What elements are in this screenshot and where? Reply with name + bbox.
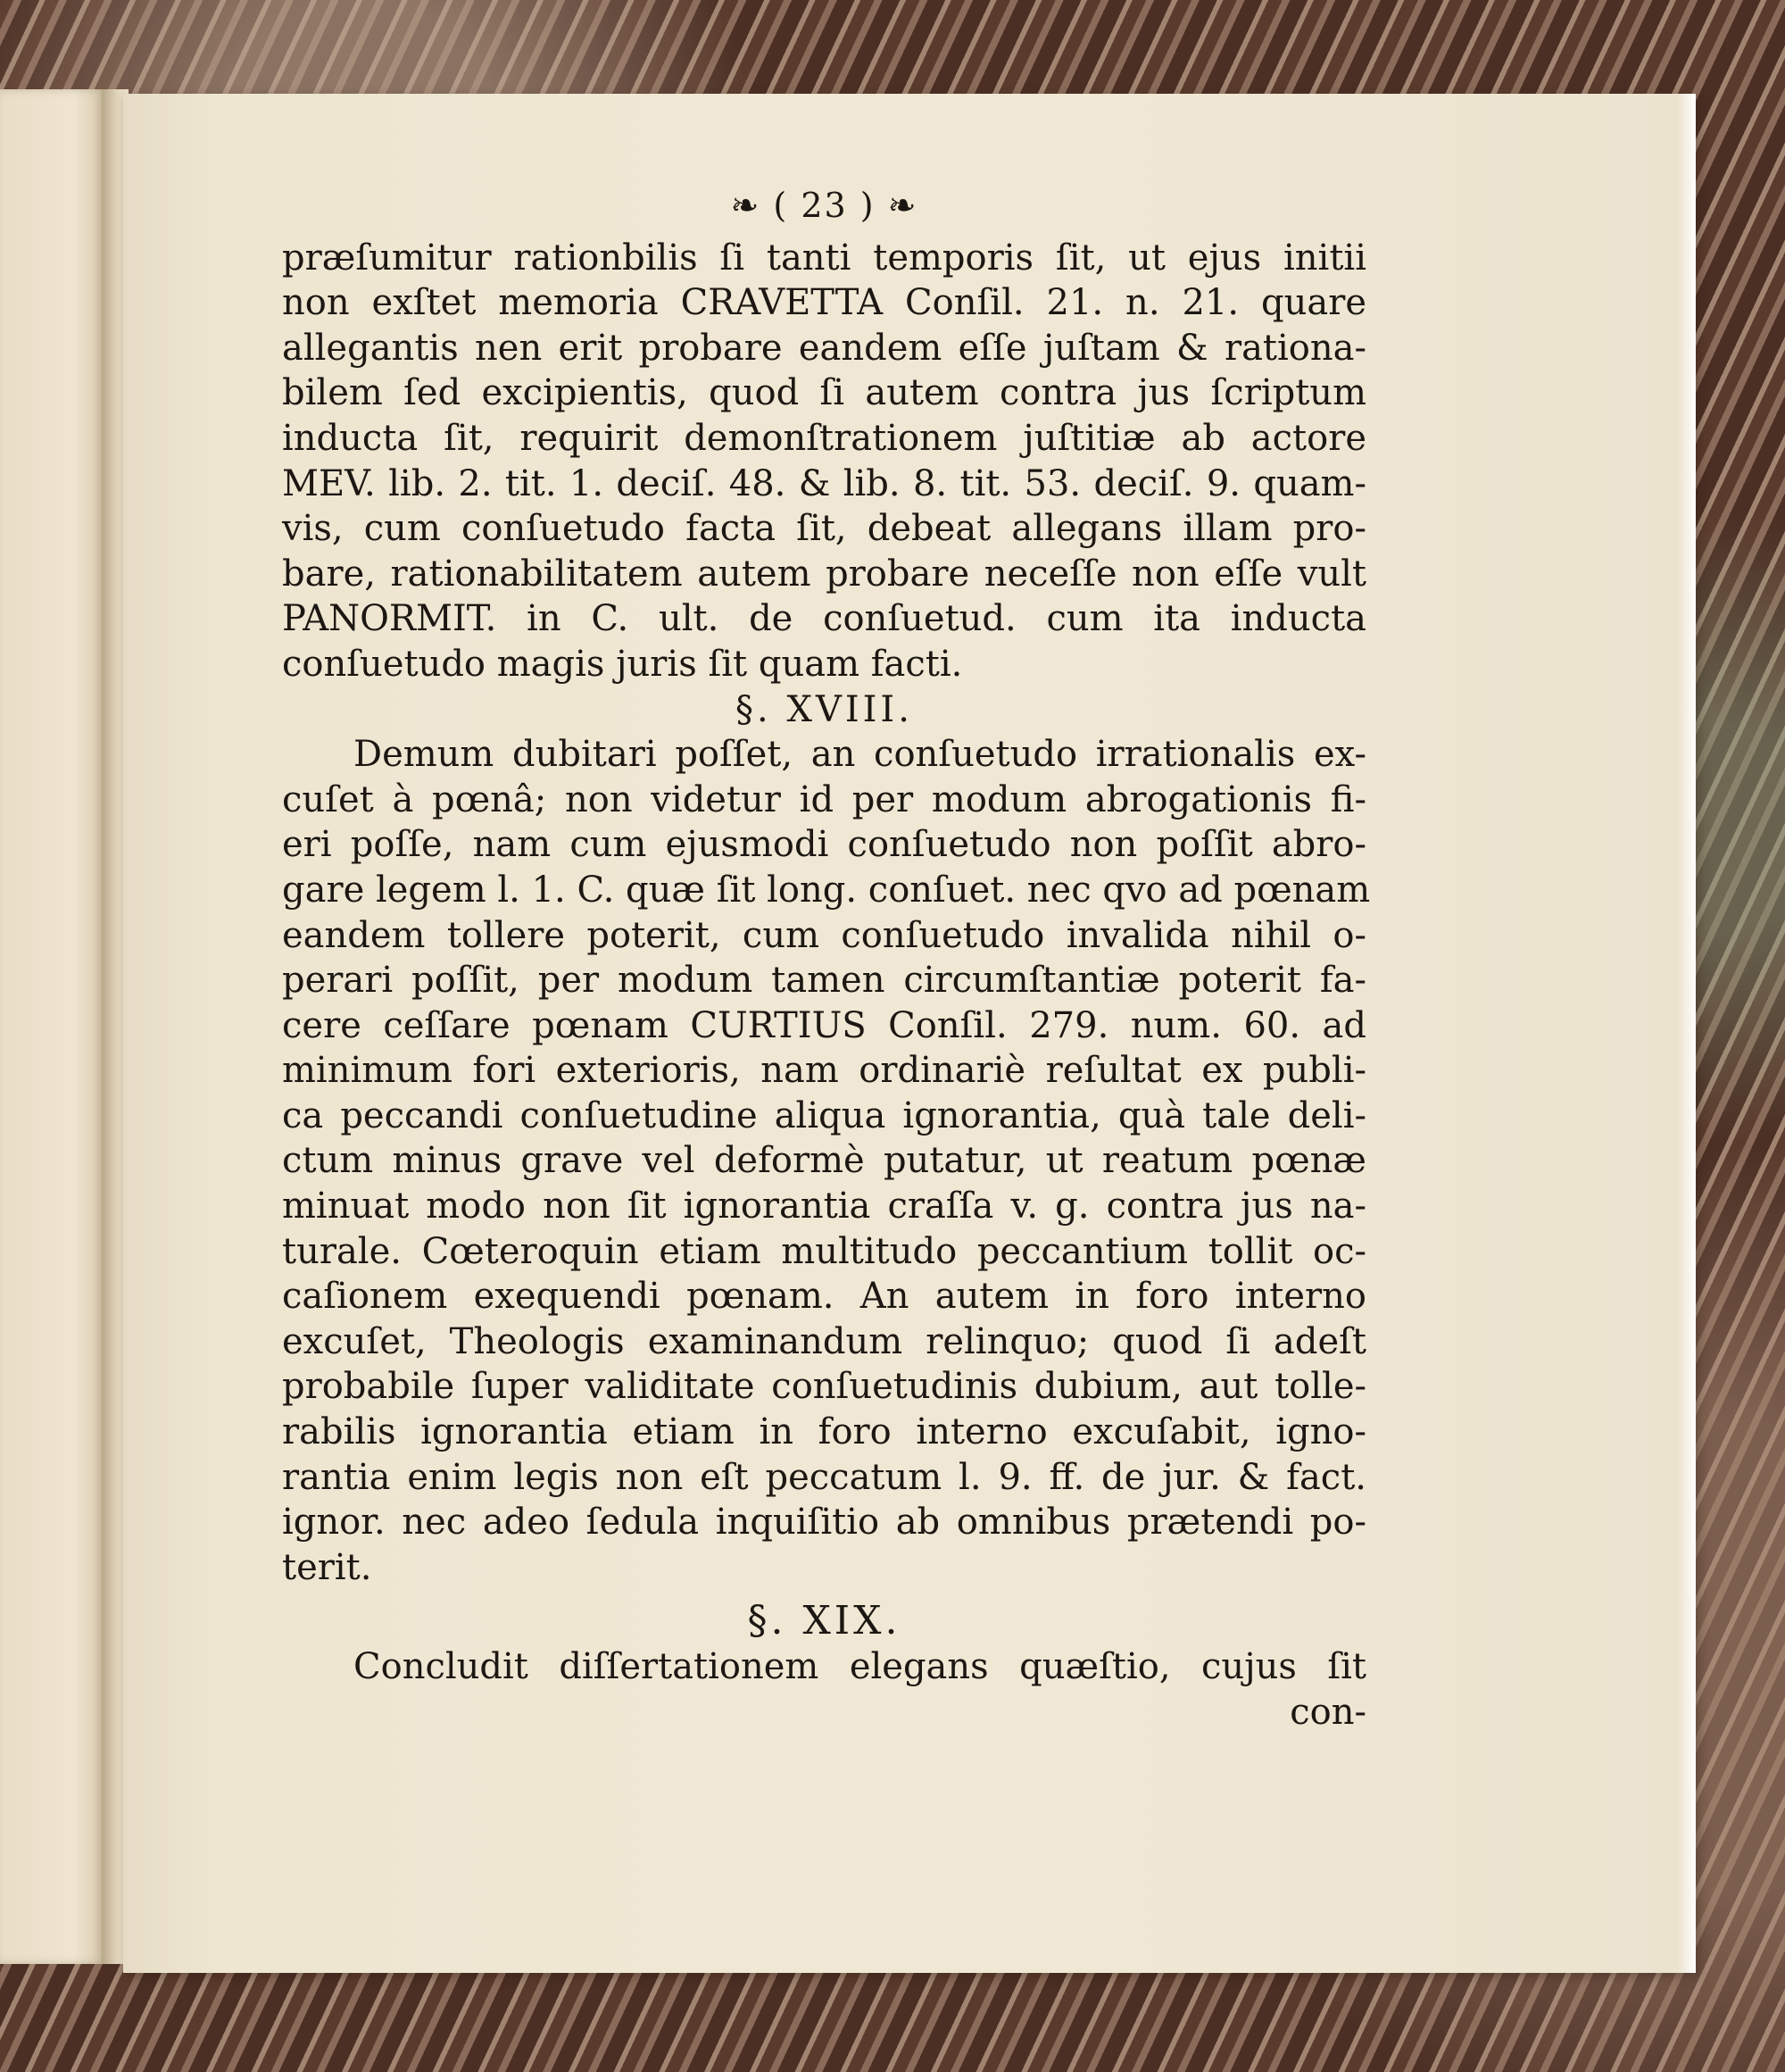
- text-line: Concludit diſſertationem elegans quæſtio, cujus ſit: [353, 1646, 1366, 1687]
- section-heading-xviii: §. XVIII.: [735, 688, 913, 730]
- catchword: con-: [1290, 1691, 1366, 1733]
- text-line: ignor. nec adeo ſedula inquiſitio ab omnibus prætendi po-: [282, 1502, 1366, 1544]
- text-line: minuat modo non ſit ignorantia craſſa v. g. contra jus na-: [282, 1186, 1366, 1227]
- text-line: rantia enim legis non eſt peccatum l. 9. ff. de jur. & fact.: [282, 1456, 1366, 1498]
- text-line: minimum fori exterioris, nam ordinariè reſultat ex publi-: [282, 1050, 1366, 1092]
- text-line: non exſtet memoria CRAVETTA Conſil. 21. n. 21. quare: [282, 282, 1366, 324]
- text-line: ctum minus grave vel deformè putatur, ut reatum pœnæ: [282, 1140, 1366, 1182]
- text-line: gare legem l. 1. C. quæ ſit long. conſuet. nec qvo ad pœnam: [282, 869, 1371, 911]
- page-text: [282, 183, 1371, 1735]
- text-line: turale. Cœteroquin etiam multitudo peccantium tollit oc-: [282, 1230, 1366, 1272]
- text-line: rabilis ignorantia etiam in foro interno excuſabit, igno-: [282, 1411, 1366, 1453]
- text-line: inducta ſit, requirit demonſtrationem juſtitiæ ab actore: [282, 417, 1366, 459]
- text-line: MEV. lib. 2. tit. 1. deciſ. 48. & lib. 8. tit. 53. deciſ. 9. quam-: [282, 462, 1366, 504]
- text-line: terit.: [282, 1546, 372, 1588]
- text-line: bilem ſed excipientis, quod ſi autem contra jus ſcriptum: [282, 372, 1366, 414]
- text-line: vis, cum conſuetudo facta ſit, debeat allegans illam pro-: [282, 508, 1366, 550]
- text-line: caſionem exequendi pœnam. An autem in foro interno: [282, 1276, 1366, 1318]
- text-line: excuſet, Theologis examinandum relinquo; quod ſi adeſt: [282, 1320, 1366, 1362]
- text-line: cere ceſſare pœnam CURTIUS Conſil. 279. num. 60. ad: [282, 1004, 1366, 1046]
- text-line: probabile ſuper validitate conſuetudinis dubium, aut tolle-: [282, 1366, 1366, 1408]
- text-line: cuſet à pœnâ; non videtur id per modum abrogationis fi-: [282, 778, 1366, 820]
- text-line: Demum dubitari poſſet, an conſuetudo irrationalis ex-: [353, 734, 1366, 776]
- page-fore-edge: [1678, 94, 1696, 1973]
- text-line: allegantis nen erit probare eandem eſſe juſtam & rationa-: [282, 327, 1366, 369]
- text-line: bare, rationabilitatem autem probare neceſſe non eſſe vult: [282, 553, 1366, 595]
- left-page-edge: [0, 89, 105, 1964]
- text-line: eri poſſe, nam cum ejusmodi conſuetudo non poſſit abro-: [282, 824, 1366, 866]
- text-line: ca peccandi conſuetudine aliqua ignorantia, quà tale deli-: [282, 1094, 1366, 1136]
- text-line: præſumitur rationbilis ſi tanti temporis ſit, ut ejus initii: [282, 237, 1366, 279]
- text-line: perari poſſit, per modum tamen circumſtantiæ poterit fa-: [282, 960, 1366, 1002]
- text-line: PANORMIT. in C. ult. de conſuetud. cum ita inducta: [282, 598, 1366, 640]
- text-line: conſuetudo magis juris ſit quam facti.: [282, 643, 963, 685]
- text-line: eandem tollere poterit, cum conſuetudo invalida nihil o-: [282, 914, 1366, 956]
- section-heading-xix: §. XIX.: [747, 1598, 901, 1644]
- page-number-header: ❧ ( 23 ) ❧: [730, 186, 918, 225]
